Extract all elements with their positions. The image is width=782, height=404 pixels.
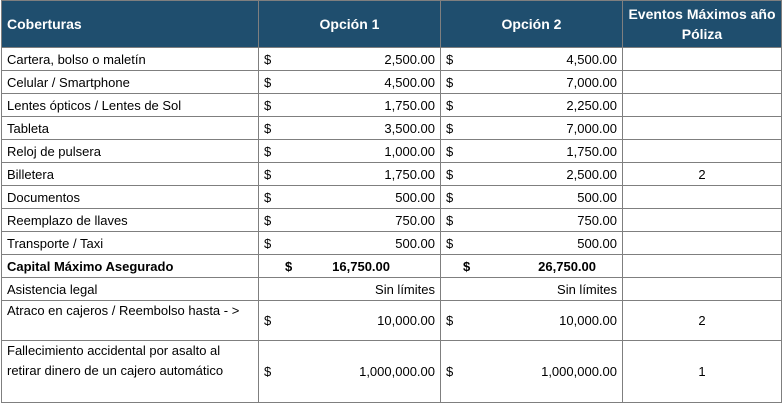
coverage-label: Cartera, bolso o maletín [2,48,259,71]
capital-row [2,255,782,278]
currency-symbol: $ [259,341,277,403]
coverage-label: Reloj de pulsera [2,140,259,163]
max-events [623,117,782,140]
legal-label: Asistencia legal [2,278,259,301]
table-row [2,140,782,163]
coverage-label: Transporte / Taxi [2,232,259,255]
header-opcion-1: Opción 1 [259,1,441,48]
capital-option2: 26,750.00 [459,255,623,278]
currency-symbol: $ [259,209,277,232]
legal-option2: Sin límites [441,278,623,301]
option2-amount: 750.00 [459,209,623,232]
legal-row [2,278,782,301]
max-events [623,209,782,232]
max-events [623,186,782,209]
atraco-label: Atraco en cajeros / Reembolso hasta - > [2,301,259,341]
option2-amount: 1,750.00 [459,140,623,163]
option1-amount: 500.00 [277,232,441,255]
coverage-label: Reemplazo de llaves [2,209,259,232]
fallecimiento-row [2,341,782,403]
currency-symbol: $ [441,209,459,232]
currency-symbol: $ [441,341,459,403]
currency-symbol: $ [259,255,277,278]
coverage-label: Lentes ópticos / Lentes de Sol [2,94,259,117]
fallecimiento-label: Fallecimiento accidental por asalto al retirar dinero de un cajero automático [2,341,259,403]
option2-amount: 500.00 [459,186,623,209]
currency-symbol: $ [441,94,459,117]
fallecimiento-option2: 1,000,000.00 [459,341,623,403]
max-events [623,255,782,278]
table-header-row [2,1,782,48]
max-events [623,278,782,301]
currency-symbol: $ [259,163,277,186]
table-row [2,117,782,140]
currency-symbol: $ [259,48,277,71]
option2-amount: 4,500.00 [459,48,623,71]
currency-symbol: $ [441,186,459,209]
currency-symbol: $ [441,163,459,186]
coverage-label: Celular / Smartphone [2,71,259,94]
capital-option1: 16,750.00 [277,255,441,278]
coverage-label: Tableta [2,117,259,140]
currency-symbol: $ [441,255,459,278]
max-events [623,94,782,117]
currency-symbol: $ [259,94,277,117]
currency-symbol: $ [441,301,459,341]
fallecimiento-option1: 1,000,000.00 [277,341,441,403]
option2-amount: 2,500.00 [459,163,623,186]
currency-symbol: $ [259,301,277,341]
max-events: 1 [623,341,782,403]
table-row [2,209,782,232]
option2-amount: 7,000.00 [459,71,623,94]
currency-symbol: $ [259,232,277,255]
option2-amount: 500.00 [459,232,623,255]
option1-amount: 1,000.00 [277,140,441,163]
table-row [2,48,782,71]
option1-amount: 1,750.00 [277,94,441,117]
option1-amount: 2,500.00 [277,48,441,71]
currency-symbol: $ [259,117,277,140]
table-row [2,94,782,117]
option1-amount: 750.00 [277,209,441,232]
max-events: 2 [623,301,782,341]
currency-symbol: $ [441,140,459,163]
atraco-option2: 10,000.00 [459,301,623,341]
header-eventos-maximos: Eventos Máximos año Póliza [623,1,782,48]
max-events [623,71,782,94]
currency-symbol: $ [259,71,277,94]
currency-symbol: $ [441,117,459,140]
option2-amount: 2,250.00 [459,94,623,117]
coverage-table [1,0,782,403]
max-events [623,48,782,71]
coverage-label: Billetera [2,163,259,186]
option2-amount: 7,000.00 [459,117,623,140]
header-coberturas: Coberturas [2,1,259,48]
max-events [623,232,782,255]
table-row [2,186,782,209]
capital-label: Capital Máximo Asegurado [2,255,259,278]
table-row [2,163,782,186]
coverage-label: Documentos [2,186,259,209]
max-events: 2 [623,163,782,186]
option1-amount: 4,500.00 [277,71,441,94]
header-opcion-2: Opción 2 [441,1,623,48]
table-row [2,71,782,94]
table-row [2,232,782,255]
max-events [623,140,782,163]
currency-symbol: $ [441,48,459,71]
atraco-option1: 10,000.00 [277,301,441,341]
currency-symbol: $ [259,140,277,163]
atraco-row [2,301,782,341]
currency-symbol: $ [441,71,459,94]
currency-symbol: $ [441,232,459,255]
option1-amount: 1,750.00 [277,163,441,186]
option1-amount: 3,500.00 [277,117,441,140]
option1-amount: 500.00 [277,186,441,209]
legal-option1: Sin límites [259,278,441,301]
currency-symbol: $ [259,186,277,209]
